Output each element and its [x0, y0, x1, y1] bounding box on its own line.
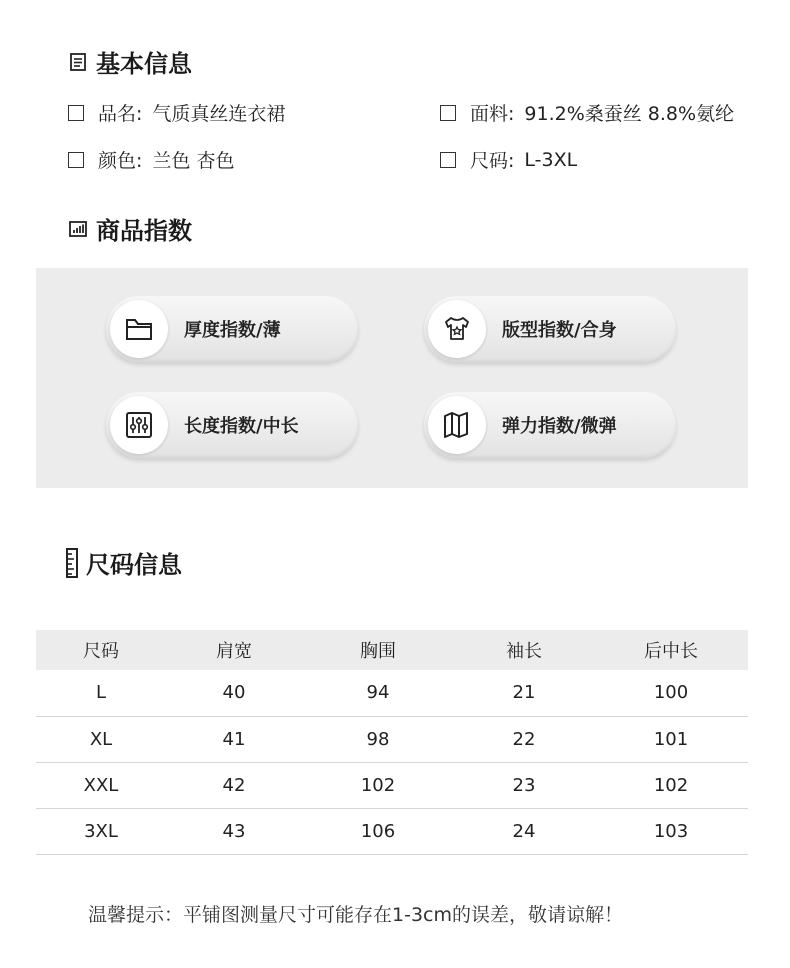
info-item-name [68, 99, 285, 126]
table-cell: XXL [36, 762, 166, 808]
map-fold-icon [428, 396, 486, 454]
sliders-icon [110, 396, 168, 454]
index-label: 版型指数/合身 [502, 320, 617, 341]
table-cell: 98 [302, 716, 454, 762]
info-label: 品名: [98, 103, 143, 125]
table-cell: 43 [166, 808, 302, 854]
info-label: 颜色: [98, 150, 143, 172]
table-row [36, 670, 748, 716]
column-header: 后中长 [594, 630, 748, 670]
index-label: 弹力指数/微弹 [502, 416, 617, 437]
checkbox-icon [68, 152, 84, 168]
table-cell: 103 [594, 808, 748, 854]
table-cell: 100 [594, 670, 748, 716]
column-header: 肩宽 [166, 630, 302, 670]
table-cell: L [36, 670, 166, 716]
info-label: 尺码: [470, 150, 515, 172]
product-index-title-text: 商品指数 [96, 217, 192, 245]
table-cell: 40 [166, 670, 302, 716]
table-cell: 42 [166, 762, 302, 808]
info-value: 气质真丝连衣裙 [152, 103, 286, 125]
table-cell: 102 [302, 762, 454, 808]
measurement-tip: 温馨提示：平铺图测量尺寸可能存在1-3cm的误差，敬请谅解！ [88, 904, 623, 926]
column-header: 尺码 [36, 630, 166, 670]
table-cell: 22 [454, 716, 594, 762]
table-cell: 102 [594, 762, 748, 808]
table-header-row [36, 630, 748, 670]
bar-chart-icon [68, 219, 88, 239]
checkbox-icon [440, 105, 456, 121]
table-cell: 101 [594, 716, 748, 762]
table-cell: XL [36, 716, 166, 762]
table-cell: 94 [302, 670, 454, 716]
document-icon [68, 52, 88, 72]
index-label: 厚度指数/薄 [184, 320, 281, 341]
column-header: 胸围 [302, 630, 454, 670]
info-label: 面料: [470, 103, 515, 125]
basic-info-title-text: 基本信息 [96, 50, 192, 78]
size-info-title-text: 尺码信息 [86, 551, 182, 579]
info-item-color [68, 146, 234, 173]
info-item-fabric [440, 99, 734, 126]
table-cell: 3XL [36, 808, 166, 854]
info-value: 兰色 杏色 [152, 150, 235, 172]
column-header: 袖长 [454, 630, 594, 670]
index-thickness [106, 296, 358, 362]
info-item-size [440, 146, 577, 173]
table-cell: 21 [454, 670, 594, 716]
ruler-icon [66, 548, 78, 578]
checkbox-icon [440, 152, 456, 168]
index-length [106, 392, 358, 458]
table-cell: 24 [454, 808, 594, 854]
basic-info-title [68, 44, 192, 79]
product-index-panel [36, 268, 748, 488]
index-label: 长度指数/中长 [184, 416, 299, 437]
index-fit [424, 296, 676, 362]
table-cell: 106 [302, 808, 454, 854]
index-elasticity [424, 392, 676, 458]
tshirt-icon [428, 300, 486, 358]
table-row [36, 716, 748, 762]
table-cell: 41 [166, 716, 302, 762]
info-value: L-3XL [524, 148, 578, 171]
info-value: 91.2%桑蚕丝 8.8%氨纶 [524, 103, 735, 125]
table-row [36, 762, 748, 808]
checkbox-icon [68, 105, 84, 121]
folder-icon [110, 300, 168, 358]
table-row [36, 808, 748, 854]
size-table [36, 630, 748, 855]
size-info-title [66, 545, 182, 580]
product-index-title [68, 211, 192, 246]
table-cell: 23 [454, 762, 594, 808]
